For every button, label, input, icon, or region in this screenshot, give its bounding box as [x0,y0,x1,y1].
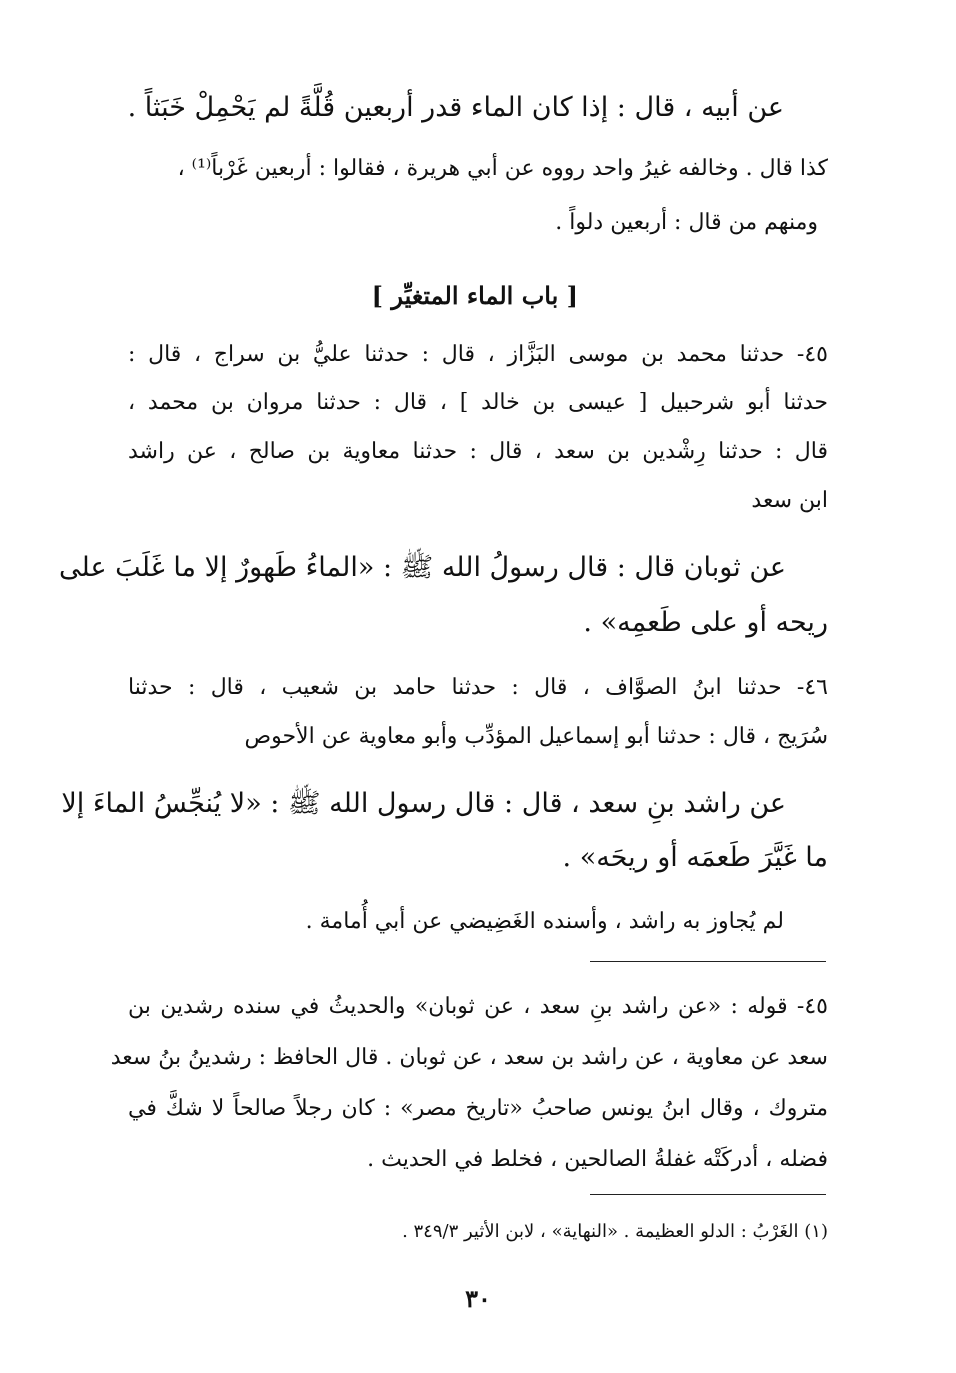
commentary-line: سعد عن معاوية ، عن راشد بن سعد ، عن ثوبان . قال الحافظ : رشدينُ بنُ سعد [110,1045,828,1070]
matn-line: ريحه أو على طَعمِه» . [583,607,828,638]
page-number: ٣٠ [465,1284,491,1313]
commentary-line: فضله ، أدركَتْه غفلةُ الصالحين ، فخلط في الحديث . [367,1147,828,1172]
footnote-separator [590,1194,826,1195]
commentary-separator [590,961,826,962]
isnad-line: ٤٦- حدثنا ابنُ الصوَّاف ، قال : حدثنا حامد بن شعيب ، قال : حدثنا [128,675,828,700]
commentary-line: ٤٥- قوله : «عن راشد بنِ سعد ، عن ثوبان» والحديثُ في سنده رشدين بن [128,994,828,1019]
note-line: ومنهم من قال : أربعين دلواً . [555,210,818,235]
section-heading: [ باب الماء المتغيِّر ] [371,281,578,310]
isnad-line: قال : حدثنا رِشْدين بن سعد ، قال : حدثنا معاوية بن صالح ، عن راشد [128,439,828,464]
note-line: لم يُجاوز به راشد ، وأسنده الغَضِيضي عن أبي أُمامة . [305,909,784,934]
isnad-line: ٤٥- حدثنا محمد بن موسى البَزَّاز ، قال : حدثنا عليُّ بن سراج ، قال : [128,342,828,367]
matn-line: عن أبيه ، قال : إذا كان الماء قدر أربعين قُلَّةً لم يَحْمِلْ خَبَثاً . [127,92,784,123]
matn-line: عن ثوبان قال : قال رسولُ الله ﷺ : «الماءُ طَهورٌ إلا ما غَلَبَ على [59,552,786,583]
matn-line: عن راشد بنِ سعد ، قال : قال رسول الله ﷺ : «لا يُنجِّسُ الماءَ إلا [61,788,786,819]
isnad-line: سُرَيج ، قال : حدثنا أبو إسماعيل المؤدِّب وأبو معاوية عن الأحوص [244,724,828,749]
commentary-line: متروك ، وقال ابنُ يونس صاحبُ «تاريخ مصر» : كان رجلاً صالحاً لا شكَّ في [128,1096,828,1121]
matn-line: ما غَيَّرَ طَعمَه أو ريحَه» . [562,842,828,873]
note-line: كذا قال . وخالفه غيرُ واحد رووه عن أبي هريرة ، فقالوا : أربعين غَرْباً⁽¹⁾ ، [177,156,828,181]
isnad-line: حدثنا أبو شرحبيل [ عيسى بن خالد ] ، قال : حدثنا مروان بن محمد ، [128,390,829,415]
footnote-line: (١) الغَرْبُ : الدلو العظيمة . «النهاية» ، لابن الأثير ٣٤٩/٣ . [402,1221,828,1242]
isnad-line: ابن سعد [751,488,828,513]
